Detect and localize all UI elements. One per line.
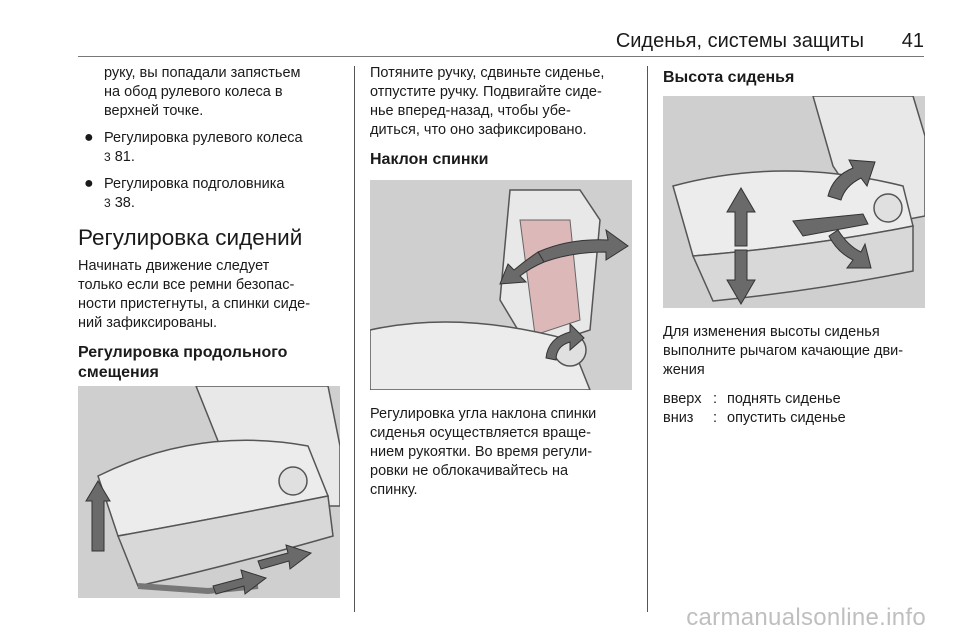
page-number: 41	[901, 30, 924, 52]
text-line: выполните рычагом качающие дви-	[663, 343, 904, 359]
page-reference[interactable]	[104, 148, 346, 167]
figure-seat-height	[663, 96, 925, 308]
seat-illustration	[78, 386, 340, 598]
text-line: руку, вы попадали запястьем	[104, 65, 301, 81]
text-line: нье вперед-назад, чтобы убе-	[370, 103, 571, 119]
ref-page: 38.	[114, 195, 135, 211]
text-line: ровки не облокачивайтесь на	[370, 463, 569, 479]
table-sep: :	[713, 410, 718, 426]
figure-longitudinal-adjustment	[78, 386, 340, 598]
text-line: Потяните ручку, сдвиньте сиденье,	[370, 65, 605, 81]
intro-text	[78, 64, 346, 121]
section-heading: Регулировка сидений	[78, 225, 303, 250]
text-line: Начинать движение следует	[78, 258, 270, 274]
table-sep: :	[713, 391, 718, 407]
backrest-caption	[370, 405, 638, 500]
longitudinal-paragraph	[370, 64, 638, 140]
text-line: нием рукоятки. Во время регули-	[370, 444, 593, 460]
section-paragraph	[78, 257, 346, 333]
figure-backrest-tilt	[370, 180, 632, 390]
ref-arrow-icon: 3	[104, 196, 111, 210]
text-line: ний зафиксированы.	[78, 315, 218, 331]
table-row	[663, 390, 925, 409]
text-line: только если все ремни безопас-	[78, 277, 295, 293]
watermark: carmanualsonline.info	[686, 604, 926, 631]
ref-page: 81.	[114, 149, 135, 165]
subheading-backrest: Наклон спинки	[370, 151, 489, 168]
text-line: Для изменения высоты сиденья	[663, 324, 880, 340]
bullet-dot: ●	[84, 129, 94, 146]
seat-illustration	[370, 180, 632, 390]
text-line: сиденья осуществляется враще-	[370, 425, 591, 441]
table-key: вниз	[663, 410, 694, 426]
ref-arrow-icon: 3	[104, 150, 111, 164]
text-line: отпустите ручку. Подвигайте сиде-	[370, 84, 602, 100]
subheading-line: Регулировка продольного	[78, 344, 288, 361]
column-1	[78, 64, 346, 383]
column-2	[370, 64, 638, 170]
text-line: ности пристегнуты, а спинки сиде-	[78, 296, 311, 312]
text-line: диться, что оно зафиксировано.	[370, 122, 587, 138]
bullet-dot: ●	[84, 175, 94, 192]
table-value: поднять сиденье	[727, 391, 841, 407]
subheading-line: смещения	[78, 364, 159, 381]
seat-illustration	[663, 96, 925, 308]
page-header	[78, 30, 924, 52]
column-divider-1	[354, 66, 355, 612]
subheading-seat-height: Высота сиденья	[663, 69, 795, 86]
bullet-steering	[78, 129, 346, 167]
table-row	[663, 409, 925, 428]
text-line: жения	[663, 362, 705, 378]
column-divider-2	[647, 66, 648, 612]
subheading-longitudinal	[78, 343, 346, 383]
bullet-headrest	[78, 175, 346, 213]
height-table	[663, 390, 925, 428]
text-line: Регулировка угла наклона спинки	[370, 406, 597, 422]
text-line: на обод рулевого колеса в	[104, 84, 283, 100]
seat-height-text	[663, 323, 925, 428]
page-reference[interactable]	[104, 194, 346, 213]
bullet-text: Регулировка рулевого колеса	[104, 130, 303, 146]
header-rule	[78, 56, 924, 57]
text-line: верхней точке.	[104, 103, 204, 119]
column-3-heading	[663, 68, 925, 88]
table-value: опустить сиденье	[727, 410, 846, 426]
table-key: вверх	[663, 391, 702, 407]
text-line: спинку.	[370, 482, 418, 498]
bullet-text: Регулировка подголовника	[104, 176, 285, 192]
header-title: Сиденья, системы защиты	[615, 30, 864, 52]
